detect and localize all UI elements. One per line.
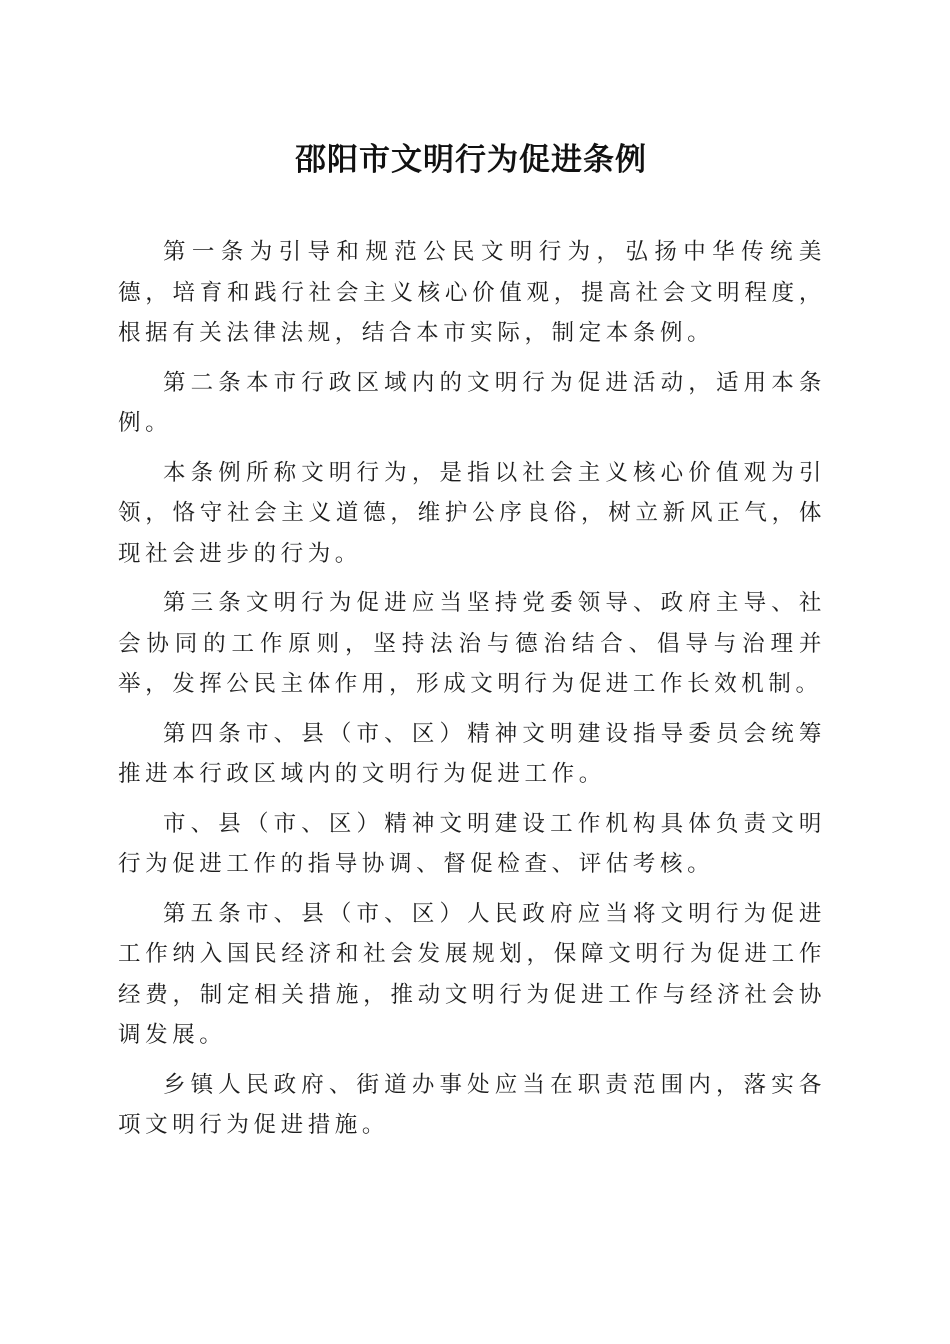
article-2-definition-paragraph: 本条例所称文明行为，是指以社会主义核心价值观为引领，恪守社会主义道德，维护公序良俗，树立新风正气，体现社会进步的行为。	[118, 459, 826, 567]
article-5-second-paragraph: 乡镇人民政府、街道办事处应当在职责范围内，落实各项文明行为促进措施。	[118, 1071, 826, 1138]
article-5-paragraph: 第五条市、县（市、区）人民政府应当将文明行为促进工作纳入国民经济和社会发展规划，保障文明行为促进工作经费，制定相关措施，推动文明行为促进工作与经济社会协调发展。	[118, 900, 826, 1048]
article-4-paragraph: 第四条市、县（市、区）精神文明建设指导委员会统筹推进本行政区域内的文明行为促进工作。	[118, 720, 826, 787]
article-3-paragraph: 第三条文明行为促进应当坚持党委领导、政府主导、社会协同的工作原则，坚持法治与德治结合、倡导与治理并举，发挥公民主体作用，形成文明行为促进工作长效机制。	[118, 590, 826, 697]
document-body	[118, 232, 826, 1155]
article-2-paragraph: 第二条本市行政区域内的文明行为促进活动，适用本条例。	[118, 369, 826, 436]
article-1-paragraph: 第一条为引导和规范公民文明行为，弘扬中华传统美德，培育和践行社会主义核心价值观，提高社会文明程度，根据有关法律法规，结合本市实际，制定本条例。	[118, 239, 826, 346]
document-title: 邵阳市文明行为促进条例	[295, 142, 647, 178]
article-4-second-paragraph: 市、县（市、区）精神文明建设工作机构具体负责文明行为促进工作的指导协调、督促检查、评估考核。	[118, 810, 826, 877]
